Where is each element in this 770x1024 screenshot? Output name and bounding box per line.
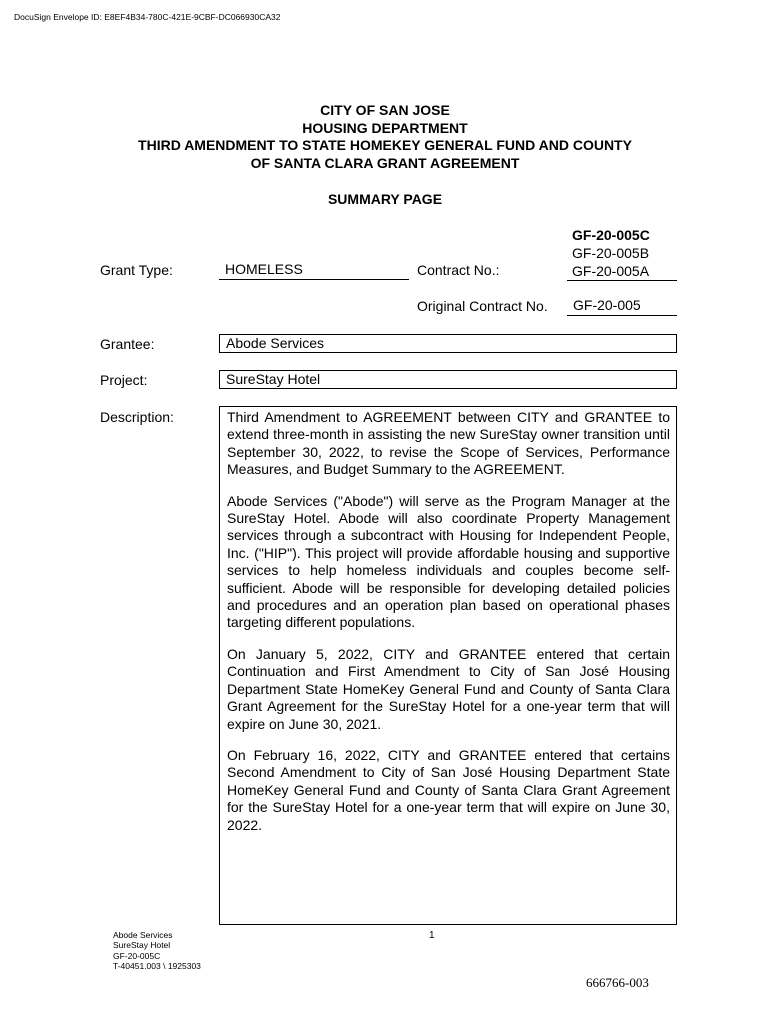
title-line: OF SANTA CLARA GRANT AGREEMENT bbox=[250, 154, 520, 171]
footer-line: T-40451.003 \ 1925303 bbox=[113, 960, 201, 971]
footer-line: Abode Services bbox=[113, 930, 173, 940]
page-number: 1 bbox=[429, 930, 435, 941]
grant-type-label: Grant Type: bbox=[100, 262, 173, 278]
grant-type-value: HOMELESS bbox=[219, 261, 409, 280]
title-line: CITY OF SAN JOSE bbox=[320, 102, 450, 118]
document-number: 666766-003 bbox=[586, 975, 649, 990]
original-contract-label: Original Contract No. bbox=[417, 298, 548, 314]
contract-number-list bbox=[572, 226, 677, 281]
description-paragraph: Abode Services ("Abode") will serve as the Program Manager at the SureStay Hotel. Abode will also coordinate Property Management services through a subcontract with Housing for Independent People, Inc. ("HIP"). This project will provide affordable housing and supportive services to help homeless individuals and couples become self-sufficient. Abode will be responsible for developing detailed policies and procedures and an operation plan based on operational phases targeting different populations. bbox=[227, 492, 670, 631]
grantee-value: Abode Services bbox=[219, 334, 677, 353]
contract-no-label: Contract No.: bbox=[417, 262, 500, 278]
project-value: SureStay Hotel bbox=[219, 370, 677, 389]
summary-heading: SUMMARY PAGE bbox=[327, 191, 443, 207]
contract-number-current: GF-20-005C bbox=[572, 227, 650, 243]
footer-reference bbox=[113, 930, 201, 971]
footer-line: GF-20-005C bbox=[113, 950, 161, 961]
grantee-label: Grantee: bbox=[100, 336, 155, 352]
description-paragraph: On January 5, 2022, CITY and GRANTEE entered that certain Continuation and First Amendment to City of San José Housing Department State HomeKey General Fund and County of Santa Clara Grant Agreement for the SureStay Hotel for a one-year term that will expire on June 30, 2021. bbox=[227, 645, 670, 732]
contract-number-previous: GF-20-005A bbox=[567, 262, 677, 281]
description-label: Description: bbox=[100, 409, 174, 425]
project-label: Project: bbox=[100, 372, 148, 388]
document-title bbox=[0, 102, 770, 172]
original-contract-value: GF-20-005 bbox=[567, 297, 677, 316]
contract-number-previous: GF-20-005B bbox=[572, 245, 650, 261]
envelope-id: DocuSign Envelope ID: E8EF4B34-780C-421E-9CBF-DC066930CA32 bbox=[14, 12, 281, 22]
title-line: THIRD AMENDMENT TO STATE HOMEKEY GENERAL FUND AND COUNTY bbox=[138, 137, 632, 153]
title-line: HOUSING DEPARTMENT bbox=[302, 119, 468, 136]
description-box bbox=[219, 406, 677, 925]
description-paragraph: On February 16, 2022, CITY and GRANTEE entered that certains Second Amendment to City of San José Housing Department State HomeKey General Fund and County of Santa Clara Grant Agreement for the SureStay Hotel for a one-year term that will expire on June 30, 2022. bbox=[227, 746, 670, 833]
description-paragraph: Third Amendment to AGREEMENT between CITY and GRANTEE to extend three-month in assisting the new SureStay owner transition until September 30, 2022, to revise the Scope of Services, Performance Measures, and Budget Summary to the AGREEMENT. bbox=[227, 409, 670, 478]
footer-line: SureStay Hotel bbox=[113, 940, 171, 951]
